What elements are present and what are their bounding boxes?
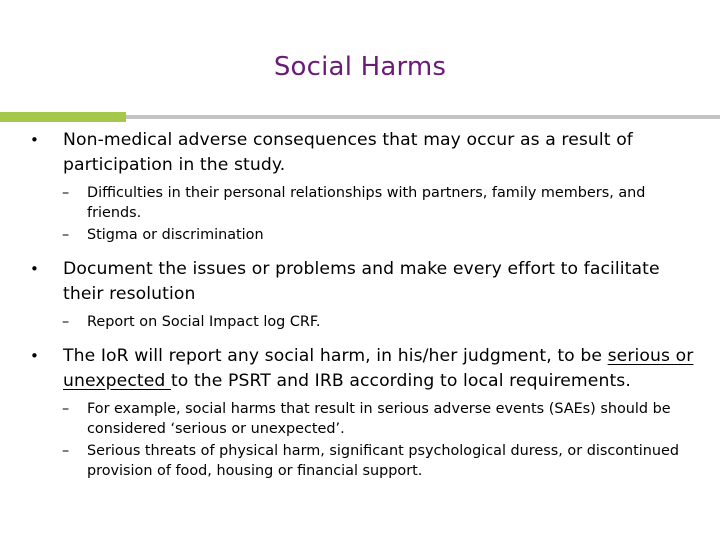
bullet-2-sub-1: [30, 312, 700, 332]
bullet-2: [30, 257, 700, 307]
dash-icon: –: [62, 314, 70, 330]
bullet-3-sub-2-text: Serious threats of physical harm, significant psychological duress, or discontinued provision of food, housing or financial support.: [87, 443, 680, 479]
title-accent-bar: [0, 112, 126, 122]
bullet-3-underlined-text: serious or unexpected: [63, 346, 694, 391]
bullet-3-sub-2: [30, 441, 700, 481]
slide-body: [30, 128, 700, 481]
bullet-icon: •: [30, 131, 39, 149]
bullet-2-sub-1-text: Report on Social Impact log CRF.: [87, 314, 321, 330]
bullet-1-sub-1: [30, 183, 700, 223]
dash-icon: –: [62, 401, 70, 417]
dash-icon: –: [62, 227, 70, 243]
bullet-3-text-end: to the PSRT and IRB according to local requirements.: [170, 371, 631, 391]
bullet-3-sub-1-text: For example, social harms that result in serious adverse events (SAEs) should be considered ‘serious or unexpected’.: [87, 401, 671, 437]
slide-title: Social Harms: [273, 52, 447, 82]
bullet-icon: •: [30, 347, 39, 365]
bullet-3: [30, 344, 700, 394]
bullet-1-text: Non-medical adverse consequences that may occur as a result of participation in the study.: [63, 130, 633, 175]
bullet-2-text: Document the issues or problems and make every effort to facilitate their resolution: [63, 259, 660, 304]
bullet-3-text-start: The IoR will report any social harm, in his/her judgment, to be: [63, 346, 603, 366]
bullet-icon: •: [30, 260, 39, 278]
bullet-3-sub-1: [30, 399, 700, 439]
title-divider-line: [126, 115, 720, 119]
bullet-1-sub-2: [30, 225, 700, 245]
dash-icon: –: [62, 443, 70, 459]
dash-icon: –: [62, 185, 70, 201]
bullet-1-sub-1-text: Difficulties in their personal relationships with partners, family members, and friends.: [87, 185, 646, 221]
bullet-1-sub-2-text: Stigma or discrimination: [87, 227, 264, 243]
bullet-1: [30, 128, 700, 178]
